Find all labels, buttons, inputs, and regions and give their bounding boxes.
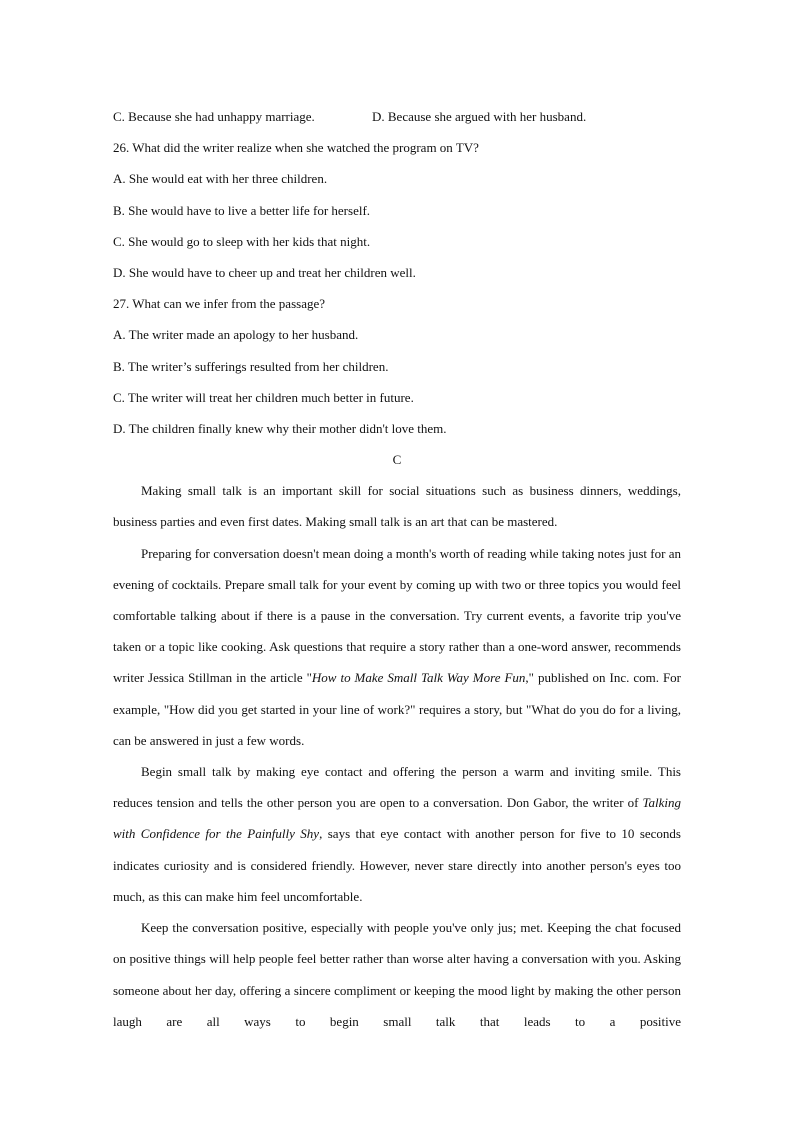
passage-paragraph-3 — [113, 756, 681, 912]
q26-option-d: D. She would have to cheer up and treat her children well. — [113, 264, 416, 280]
passage-paragraph-4: Keep the conversation positive, especially with people you've only jus; met. Keeping the chat focused on positive things will help people feel better rather than worse alter having a conversation with you. Asking someone about her day, offering a sincere compliment or keeping the mood light by making the other person laugh are all ways to begin small talk that leads to a positive — [113, 920, 681, 1029]
article-title: How to Make Small Talk Way More Fun — [311, 670, 526, 686]
document-page — [113, 101, 681, 1037]
paragraph-3-text-b: , says that eye contact with another person for five to 10 seconds indicates curiosity and is considered friendly. However, never stare directly into another person's eyes too much, as this can make him feel uncomfortable. — [113, 826, 681, 904]
q25-options-row — [113, 101, 681, 132]
paragraph-3-text-a: Begin small talk by making eye contact and offering the person a warm and inviting smile. This reduces tension and tells the other person you are open to a conversation. Don Gabor, the writer of — [113, 764, 681, 811]
passage-paragraph-2 — [113, 538, 681, 756]
book-title: Talking with Confidence for the Painfully Shy — [113, 795, 681, 842]
passage-paragraph-1: Making small talk is an important skill for social situations such as business dinners, weddings, business parties and even first dates. Making small talk is an art that can be mastered. — [113, 483, 681, 530]
q25-option-d: D. Because she argued with her husband. — [372, 109, 587, 124]
q27-option-d: D. The children finally knew why their mother didn't love them. — [113, 420, 447, 436]
q26-option-c: C. She would go to sleep with her kids that night. — [113, 233, 371, 249]
q26-question: 26. What did the writer realize when she watched the program on TV? — [113, 140, 479, 156]
q25-option-c: C. Because she had unhappy marriage. — [113, 109, 315, 124]
section-heading: C — [392, 452, 402, 468]
q26-option-b: B. She would have to live a better life for herself. — [113, 202, 371, 218]
q27-question: 27. What can we infer from the passage? — [113, 296, 326, 312]
q26-option-a: A. She would eat with her three children. — [113, 171, 328, 187]
paragraph-2-text-b: ," published on Inc. com. For example, "How did you get started in your line of work?" requires a story, but "What do you do for a living, can be answered in just a few words. — [113, 670, 682, 748]
q27-option-c: C. The writer will treat her children much better in future. — [113, 389, 414, 405]
paragraph-2-text-a: Preparing for conversation doesn't mean doing a month's worth of reading while taking notes just for an evening of cocktails. Prepare small talk for your event by coming up with two or three topics you would feel comfortable talking about if there is a pause in the conversation. Try current events, a favorite trip you've taken or a topic like cooking. Ask questions that require a story rather than a one-word answer, recommends writer Jessica Stillman in the article " — [113, 545, 681, 686]
q27-option-b: B. The writer’s sufferings resulted from her children. — [113, 358, 389, 374]
q27-option-a: A. The writer made an apology to her husband. — [113, 327, 359, 343]
